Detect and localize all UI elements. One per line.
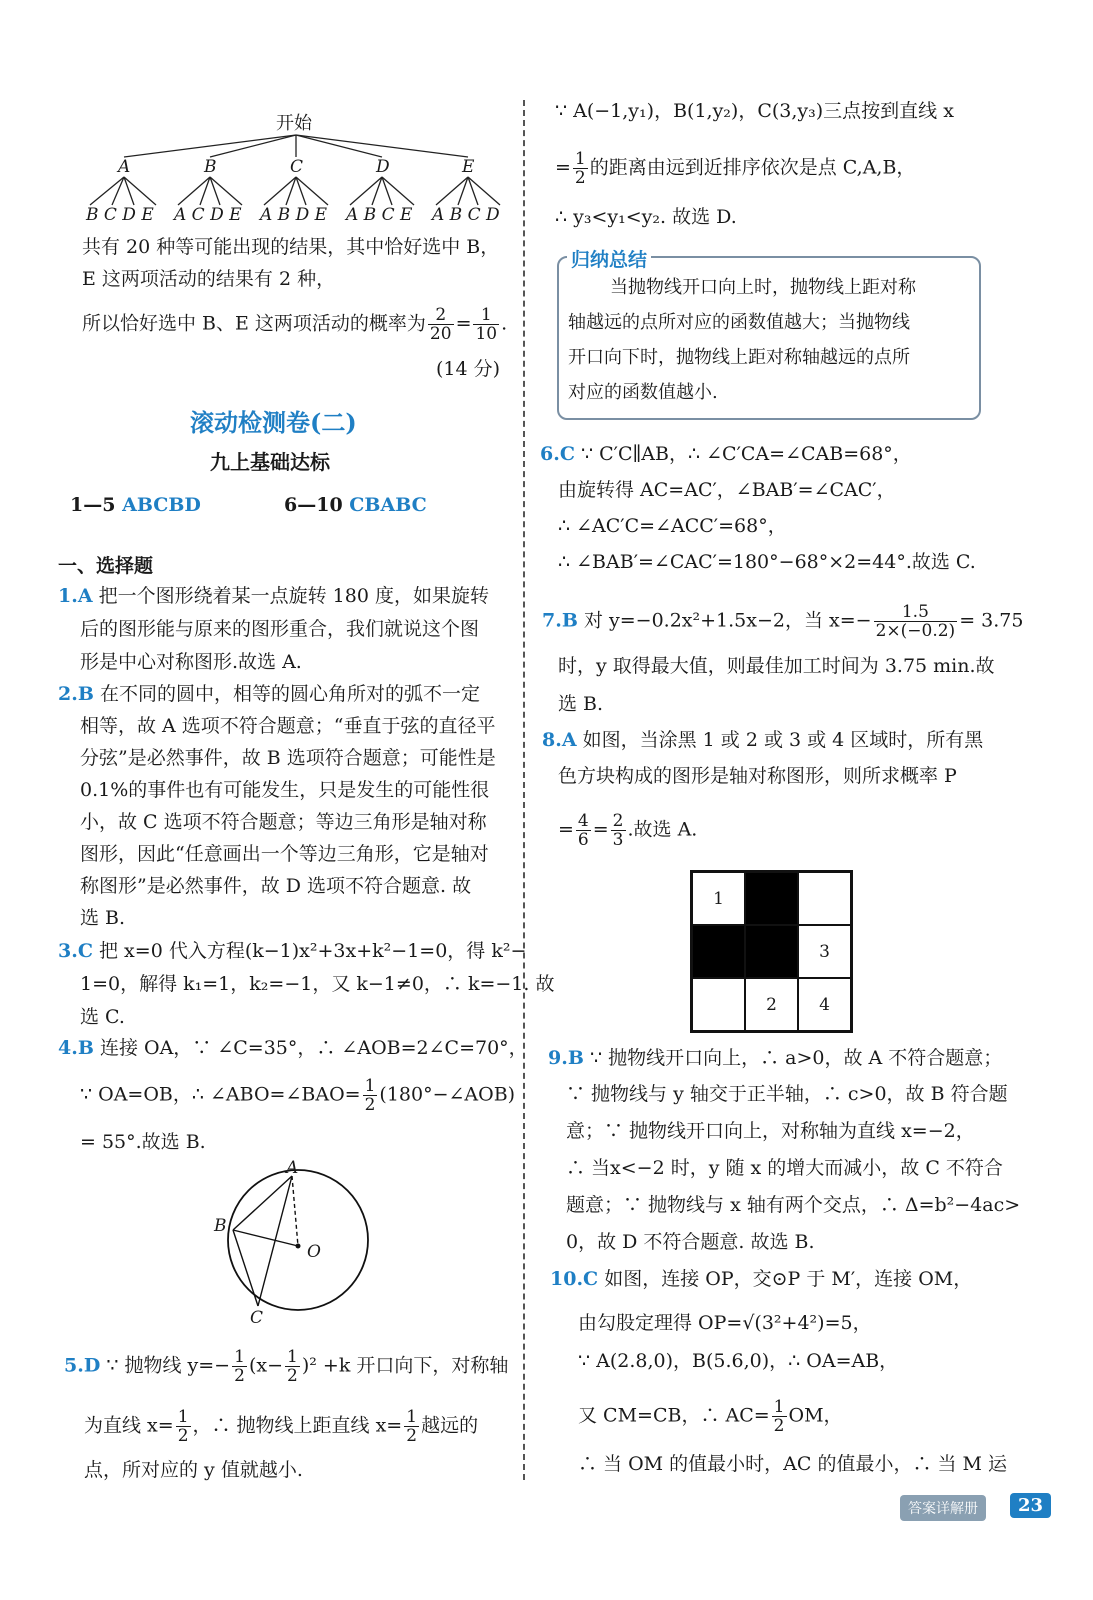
section-subtitle: 九上基础达标 [210, 450, 330, 474]
denominator: 2 [773, 1416, 785, 1436]
q6-line2: 由旋转得 AC=AC′，∠BAB′=∠CAC′， [558, 479, 896, 501]
tree-node-e: E [462, 157, 475, 177]
point-b-label: B [214, 1216, 227, 1236]
q4-text: 连接 OA，∵ ∠C=35°，∴ ∠AOB=2∠C=70°， [99, 1037, 528, 1059]
numerator: 4 [577, 811, 589, 831]
tree-node-d: D [376, 157, 390, 177]
tree-leaves-e: A B C D [432, 205, 500, 225]
right-eq: = [555, 156, 571, 179]
q3-text: 把 x=0 代入方程(k−1)x²+3x+k²−1=0，得 k²− [99, 940, 527, 962]
tree-leaves-d: A B C E [346, 205, 413, 225]
q7-line3: 选 B. [558, 693, 604, 715]
q8-line3 [558, 812, 697, 849]
denominator: 20 [429, 324, 452, 344]
summary-line3: 开口向下时，抛物线上距对称轴越远的点所 [568, 347, 910, 368]
left-p1: 共有 20 种等可能出现的结果，其中恰好选中 B， [82, 236, 500, 258]
q1-line1 [58, 583, 489, 609]
grid-cell-4: 4 [798, 978, 851, 1031]
q2-line4: 0.1%的事件也有可能发生，只是发生的可能性很 [80, 779, 490, 801]
denominator: 10 [475, 324, 498, 344]
q10-number: 10.C [550, 1268, 599, 1290]
fraction [232, 1348, 247, 1385]
tree-leaves-a: B C D E [86, 205, 154, 225]
q10-line5: ∴ 当 OM 的值最小时，AC 的值最小，∴ 当 M 运 [578, 1453, 1008, 1475]
q9-line2: ∵ 抛物线与 y 轴交于正半轴，∴ c>0，故 B 符合题 [566, 1083, 1008, 1105]
answers-1-5 [70, 492, 201, 518]
answers-6-10-label: 6—10 [284, 494, 343, 516]
point-c-label: C [250, 1308, 264, 1328]
right-line3: ∴ y₃<y₁<y₂. 故选 D. [555, 206, 737, 228]
q9-line3: 意；∵ 抛物线开口向上，对称轴为直线 x=−2， [566, 1120, 975, 1142]
fraction [285, 1348, 300, 1385]
q6-line1 [540, 441, 912, 467]
grid-cell-3: 3 [798, 925, 851, 978]
q6-text: ∵ C′C∥AB，∴ ∠C′CA=∠CAB=68°， [581, 443, 912, 465]
q10-text5: OM， [788, 1404, 843, 1427]
q9-line4: ∴ 当x<−2 时，y 随 x 的增大而减小，故 C 不符合 [566, 1157, 1003, 1179]
tree-node-c: C [290, 157, 304, 177]
section-title: 滚动检测卷(二) [190, 408, 357, 437]
fraction [874, 603, 958, 640]
denominator: 2 [177, 1426, 189, 1446]
denominator: 2 [287, 1366, 298, 1386]
numerator: 2 [612, 811, 624, 831]
q1-number: 1.A [58, 585, 93, 607]
q9-text: ∵ 抛物线开口向上，∴ a>0，故 A 不符合题意； [589, 1047, 1003, 1069]
tree-diagram [60, 105, 520, 230]
q2-text: 在不同的圆中，相等的圆心角所对的弧不一定 [99, 683, 480, 705]
numerator: 1.5 [874, 603, 958, 622]
q5-text1: ∵ 抛物线 y=− [106, 1354, 231, 1377]
fraction [404, 1408, 419, 1445]
q4-line1 [58, 1035, 528, 1061]
q5-line3: 点，所对应的 y 值就越小. [84, 1459, 303, 1481]
choice-heading: 一、选择题 [58, 555, 154, 577]
q10-line1 [550, 1266, 972, 1292]
q9-line1 [548, 1045, 1002, 1071]
q6-number: 6.C [540, 443, 575, 465]
left-p3 [82, 306, 507, 343]
q2-number: 2.B [58, 683, 94, 705]
numerator: 1 [287, 1347, 298, 1367]
q8-line1 [542, 727, 983, 753]
answers-1-5-value: ABCBD [122, 494, 201, 516]
denominator: 2 [574, 168, 586, 188]
q8-text: 如图，当涂黑 1 或 2 或 3 或 4 区域时，所有黑 [582, 729, 984, 751]
q1-line3: 形是中心对称图形.故选 A. [80, 651, 302, 673]
point-a-label: A [286, 1158, 299, 1178]
fraction [576, 812, 591, 849]
q6-line4: ∴ ∠BAB′=∠CAC′=180°−68°×2=44°.故选 C. [558, 551, 976, 573]
q10-text4: 又 CM=CB，∴ AC= [578, 1404, 770, 1427]
tree-node-a: A [118, 157, 131, 177]
numerator: 1 [574, 149, 586, 169]
fraction [611, 812, 626, 849]
q4-text3: (180°−∠AOB) [379, 1083, 516, 1106]
point-o-label: O [307, 1242, 321, 1262]
tree-node-b: B [204, 157, 217, 177]
q7-line2: 时，y 取得最大值，则最佳加工时间为 3.75 min.故 [558, 655, 995, 677]
denominator: 3 [612, 830, 624, 850]
summary-tag: 归纳总结 [567, 245, 651, 272]
q8-eq1: = [558, 818, 574, 841]
q8-number: 8.A [542, 729, 577, 751]
left-p2: E 这两项活动的结果有 2 种， [82, 268, 336, 290]
grid-cell-empty [692, 978, 745, 1031]
q9-number: 9.B [548, 1047, 584, 1069]
fraction [428, 306, 454, 343]
q10-text: 如图，连接 OP，交⊙P 于 M′，连接 OM， [604, 1268, 973, 1290]
q8-eq2: = [592, 818, 609, 841]
q4-line3: = 55°.故选 B. [80, 1131, 206, 1153]
q2-line7: 称图形”是必然事件，故 D 选项不符合题意. 故 [80, 875, 472, 897]
q2-line1 [58, 681, 480, 707]
q7-text2: = 3.75 [959, 609, 1024, 632]
fraction [363, 1077, 378, 1114]
page-number: 23 [1010, 1493, 1051, 1518]
summary-line2: 轴越远的点所对应的函数值越大；当抛物线 [568, 312, 910, 333]
q2-line6: 图形，因此“任意画出一个等边三角形，它是轴对 [80, 843, 489, 865]
equals: = [455, 312, 472, 335]
q10-line4 [578, 1398, 843, 1435]
summary-line4: 对应的函数值越小. [568, 382, 718, 403]
tree-leaves-c: A B D E [260, 205, 328, 225]
q2-line2: 相等，故 A 选项不符合题意；“垂直于弦的直径平 [80, 715, 496, 737]
right-line1: ∵ A(−1,y₁)，B(1,y₂)，C(3,y₃)三点按到直线 x [555, 100, 954, 122]
footer-label: 答案详解册 [900, 1495, 986, 1521]
numerator: 1 [234, 1347, 245, 1367]
tree-root: 开始 [276, 113, 312, 134]
q7-text1: 对 y=−0.2x²+1.5x−2，当 x=− [583, 609, 872, 632]
q10-line3: ∵ A(2.8,0)，B(5.6,0)，∴ OA=AB， [578, 1350, 899, 1372]
numerator: 1 [177, 1407, 189, 1427]
numerator: 1 [364, 1076, 376, 1096]
circle-drawing [200, 1158, 380, 1328]
q5-number: 5.D [64, 1354, 101, 1377]
fraction [772, 1398, 787, 1435]
q7-number: 7.B [542, 609, 578, 632]
denominator: 2 [364, 1095, 376, 1115]
q5-line2 [84, 1408, 478, 1445]
grid-cell-black [745, 925, 798, 978]
grid-cell-empty [798, 872, 851, 925]
q3-line3: 选 C. [80, 1006, 125, 1028]
denominator: 2 [234, 1366, 245, 1386]
grid-cell-2: 2 [745, 978, 798, 1031]
q3-line2: 1=0，解得 k₁=1，k₂=−1，又 k−1≠0，∴ k=−1. 故 [80, 973, 555, 995]
denominator: 2×(−0.2) [875, 621, 956, 641]
left-p3-text: 所以恰好选中 B、E 这两项活动的概率为 [82, 312, 426, 335]
q5-text3: )² +k 开口向下，对称轴 [301, 1354, 509, 1377]
q5-text4: 为直线 x= [84, 1414, 174, 1437]
q7-line1 [542, 603, 1023, 640]
numerator: 1 [773, 1397, 785, 1417]
block-grid [690, 870, 853, 1033]
grid-cell-1: 1 [692, 872, 745, 925]
q2-line8: 选 B. [80, 907, 126, 929]
column-divider [523, 100, 525, 1480]
fraction [573, 150, 588, 187]
period: . [501, 312, 508, 335]
circle-figure [200, 1158, 380, 1328]
q4-number: 4.B [58, 1037, 94, 1059]
fraction [176, 1408, 191, 1445]
tree-leaves-b: A C D E [174, 205, 242, 225]
q4-line2 [80, 1077, 515, 1114]
denominator: 2 [406, 1426, 418, 1446]
grid-cell-black [692, 925, 745, 978]
q3-number: 3.C [58, 940, 93, 962]
q9-line5: 题意；∵ 抛物线与 x 轴有两个交点，∴ Δ=b²−4ac> [566, 1194, 1021, 1216]
q10-line2: 由勾股定理得 OP=√(3²+4²)=5， [578, 1312, 872, 1334]
q5-line1 [64, 1348, 508, 1385]
numerator: 1 [406, 1407, 418, 1427]
score-note: (14 分) [436, 358, 501, 380]
q5-text6: 越远的 [421, 1414, 479, 1437]
q6-line3: ∴ ∠AC′C=∠ACC′=68°， [558, 515, 787, 537]
right-line2 [555, 150, 915, 187]
denominator: 6 [577, 830, 589, 850]
q5-text5: ，∴ 抛物线上距直线 x= [192, 1414, 403, 1437]
answers-6-10-value: CBABC [349, 494, 427, 516]
answers-1-5-label: 1—5 [70, 494, 116, 516]
q8-line2: 色方块构成的图形是轴对称图形，则所求概率 P [558, 765, 957, 787]
numerator: 2 [428, 306, 454, 325]
q3-line1 [58, 938, 526, 964]
q4-text2: ∵ OA=OB，∴ ∠ABO=∠BAO= [80, 1083, 361, 1106]
summary-line1: 当抛物线开口向上时，抛物线上距对称 [610, 277, 916, 298]
q1-line2: 后的图形能与原来的图形重合，我们就说这个图 [80, 618, 480, 640]
numerator: 1 [473, 306, 499, 325]
q1-text: 把一个图形绕着某一点旋转 180 度，如果旋转 [98, 585, 489, 607]
fraction [473, 306, 499, 343]
right-line2-text: 的距离由远到近排序依次是点 C,A,B， [589, 156, 916, 179]
q8-end: .故选 A. [627, 818, 698, 841]
answers-6-10 [284, 492, 427, 518]
q2-line5: 小，故 C 选项不符合题意；等边三角形是轴对称 [80, 811, 487, 833]
q9-line6: 0，故 D 不符合题意. 故选 B. [566, 1231, 815, 1253]
grid-cell-black [745, 872, 798, 925]
q2-line3: 分弦”是必然事件，故 B 选项符合题意；可能性是 [80, 747, 496, 769]
q5-text2: (x− [248, 1354, 283, 1377]
